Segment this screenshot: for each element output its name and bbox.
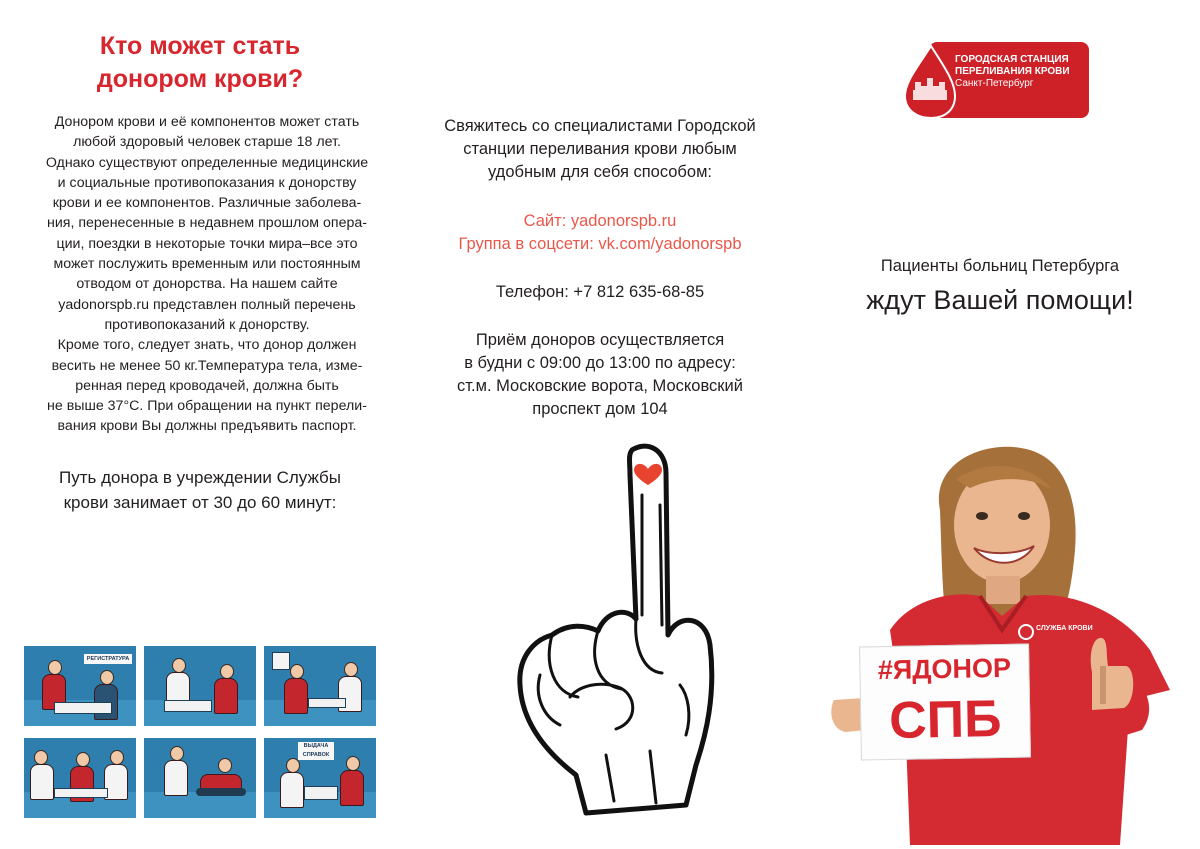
volunteer-photo bbox=[830, 440, 1180, 845]
text-line: Однако существуют определенные медицинские bbox=[45, 154, 369, 171]
middle-panel bbox=[400, 0, 800, 849]
counter bbox=[304, 786, 338, 800]
person-head bbox=[346, 756, 360, 771]
person-head bbox=[290, 664, 304, 679]
text-line: и социальные противопоказания к донорству bbox=[57, 174, 357, 191]
donor-chair bbox=[196, 788, 246, 796]
person-figure bbox=[30, 764, 54, 800]
eligibility-paragraph bbox=[22, 112, 392, 437]
website-link[interactable]: Сайт: yadonorspb.ru bbox=[523, 212, 677, 230]
person-figure bbox=[214, 678, 238, 714]
reception-info bbox=[400, 329, 800, 421]
registry-sign: РЕГИСТРАТУРА bbox=[84, 654, 132, 664]
step-analysis-illustration bbox=[264, 646, 376, 726]
person-figure bbox=[284, 678, 308, 714]
person-head bbox=[286, 758, 300, 773]
text-line: не выше 37°С. При обращении на пункт перели- bbox=[47, 398, 367, 415]
text-line: ренная перед кроводачей, должна быть bbox=[75, 377, 339, 394]
help-heading: ждут Вашей помощи! bbox=[866, 285, 1134, 315]
text-line: крови и ее компонентов. Различные заболева- bbox=[52, 195, 362, 212]
person-head bbox=[344, 662, 358, 677]
logo-line-3: Санкт-Петербург bbox=[955, 78, 1034, 89]
person-figure bbox=[340, 770, 364, 806]
step-doctor-illustration bbox=[144, 646, 256, 726]
person-head bbox=[34, 750, 48, 765]
title-line-1: Кто может стать bbox=[99, 32, 301, 60]
desk bbox=[308, 698, 346, 708]
text-line: yadonorspb.ru представлен полный перечень bbox=[58, 296, 356, 313]
person-figure bbox=[280, 772, 304, 808]
path-line-2: крови занимает от 30 до 60 минут: bbox=[63, 493, 337, 512]
text-line: ции, поездки в некоторые точки мира–все это bbox=[56, 235, 358, 252]
page-title bbox=[0, 30, 400, 96]
nurse-figure bbox=[164, 760, 188, 796]
step-registration-illustration bbox=[24, 646, 136, 726]
social-group-link[interactable]: Группа в соцсети: vk.com/yadonorspb bbox=[458, 235, 742, 253]
raised-finger-hand-illustration bbox=[510, 435, 730, 830]
text-line: станции переливания крови любым bbox=[463, 140, 737, 158]
step-certificate-illustration bbox=[264, 738, 376, 818]
contact-intro bbox=[400, 115, 800, 184]
donor-path-text bbox=[0, 465, 400, 515]
patients-heading: Пациенты больниц Петербурга bbox=[880, 257, 1120, 275]
hashtag-card bbox=[859, 644, 1031, 761]
person-head bbox=[172, 658, 186, 673]
poster bbox=[272, 652, 290, 670]
text-line: отводом от донорства. На нашем сайте bbox=[76, 276, 338, 293]
text-line: проспект дом 104 bbox=[532, 400, 668, 418]
person-head bbox=[100, 670, 114, 685]
text-line: любой здоровый человек старше 18 лет. bbox=[73, 134, 341, 151]
logo-text bbox=[955, 54, 1085, 90]
text-line: противопоказаний к донорству. bbox=[104, 316, 310, 333]
text-line: Свяжитесь со специалистами Городской bbox=[444, 117, 756, 135]
person-head bbox=[48, 660, 62, 675]
logo-line-1: ГОРОДСКАЯ СТАНЦИЯ bbox=[955, 54, 1069, 65]
hashtag-line-1: #ЯДОНОР bbox=[877, 652, 1012, 686]
donor-steps-illustrations bbox=[24, 646, 376, 818]
person-head bbox=[220, 664, 234, 679]
text-line: в будни с 09:00 до 13:00 по адресу: bbox=[464, 354, 736, 372]
table bbox=[54, 788, 108, 798]
text-line: может послужить временным или постоянным bbox=[53, 256, 361, 273]
certificates-sign: ВЫДАЧА СПРАВОК bbox=[298, 742, 334, 760]
text-line: Кроме того, следует знать, что донор должен bbox=[57, 337, 357, 354]
path-line-1: Путь донора в учреждении Службы bbox=[58, 468, 342, 487]
blood-station-logo bbox=[903, 42, 1089, 118]
text-line: ния, перенесенные в недавнем прошлом опера- bbox=[47, 215, 367, 232]
text-line: удобным для себя способом: bbox=[487, 163, 712, 181]
step-waiting-illustration bbox=[24, 738, 136, 818]
text-line: Приём доноров осуществляется bbox=[475, 331, 725, 349]
phone-number[interactable]: Телефон: +7 812 635-68-85 bbox=[495, 283, 705, 301]
person-head bbox=[76, 752, 90, 767]
person-head bbox=[218, 758, 232, 773]
desk bbox=[164, 700, 212, 712]
text-line: весить не менее 50 кг.Температура тела, изме- bbox=[51, 357, 363, 374]
text-line: Донором крови и её компонентов может стать bbox=[54, 114, 360, 130]
text-line: ст.м. Московские ворота, Московский bbox=[457, 377, 743, 395]
text-line: вания крови Вы должны предъявить паспорт. bbox=[57, 418, 357, 435]
shirt-logo-text: СЛУЖБА КРОВИ bbox=[1036, 625, 1093, 632]
person-head bbox=[170, 746, 184, 761]
logo-line-2: ПЕРЕЛИВАНИЯ КРОВИ bbox=[955, 66, 1070, 77]
step-donation-illustration bbox=[144, 738, 256, 818]
title-line-2: донором крови? bbox=[96, 65, 304, 93]
left-panel bbox=[0, 0, 400, 849]
desk bbox=[54, 702, 112, 714]
hashtag-line-2: СПБ bbox=[888, 690, 1002, 750]
person-head bbox=[110, 750, 124, 765]
